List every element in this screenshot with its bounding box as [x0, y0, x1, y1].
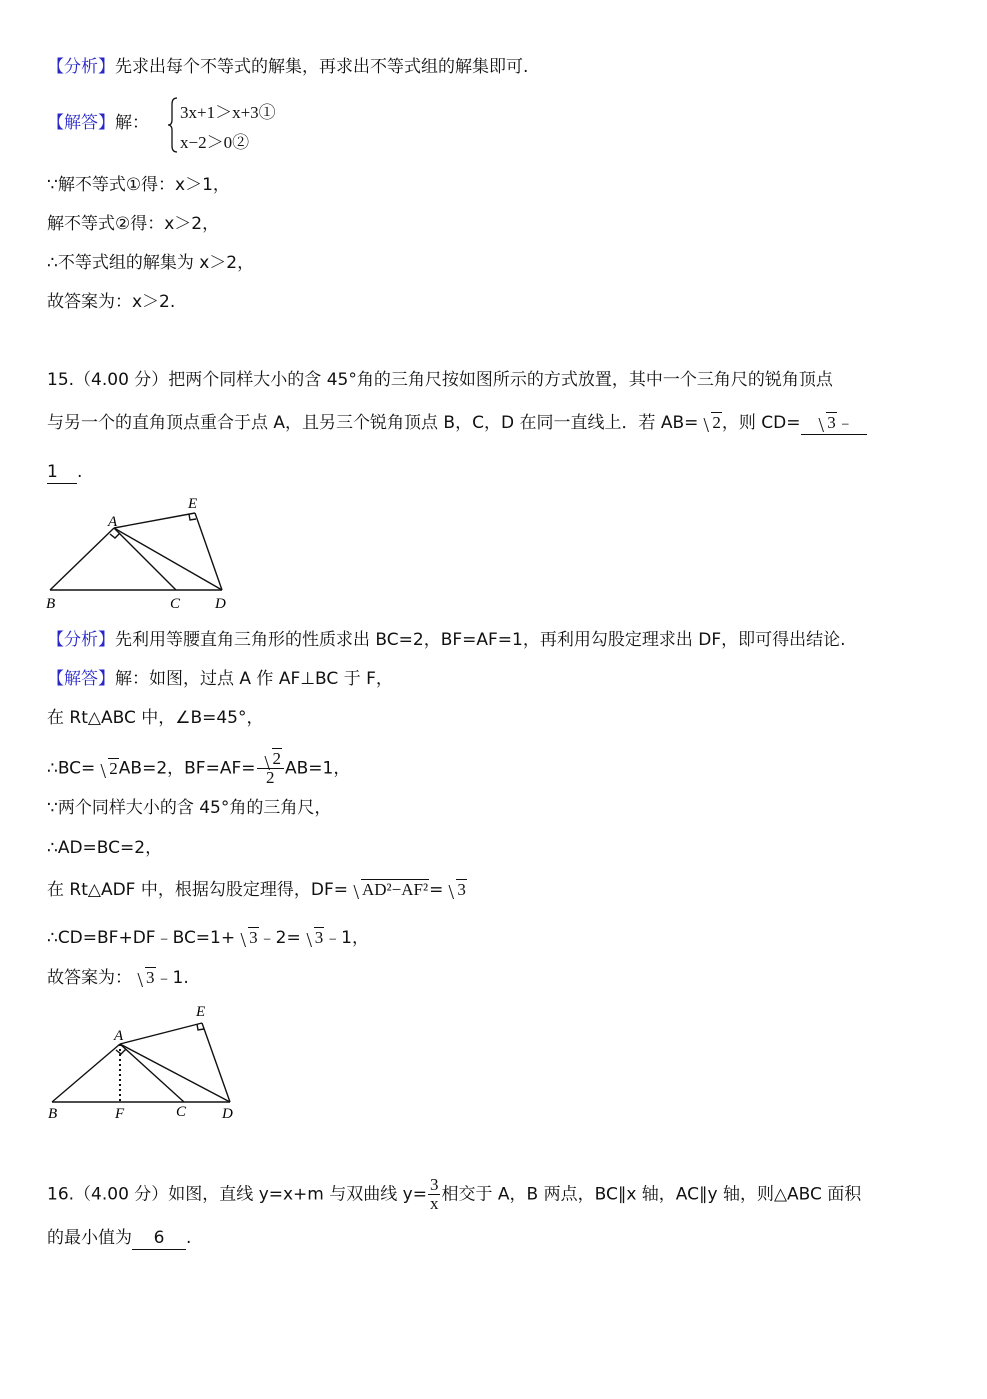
- q14-step-3: ∴不等式组的解集为 x＞2，: [47, 253, 255, 273]
- fraction-sqrt2-over-2: $\frac{2}{2}$: [257, 750, 285, 787]
- q15-sol-1: 【解答】解：如图，过点 A 作 AF⊥BC 于 F，: [47, 669, 393, 689]
- q15-stem-line2: 与另一个的直角顶点重合于点 A，且另三个锐角顶点 B，C，D 在同一直线上．若 AB= 2，则 CD= 3﹣: [47, 412, 867, 435]
- q15-figure-1: [40, 488, 240, 616]
- q15-sol-6: 在 Rt△ADF 中，根据勾股定理得，DF= AD²−AF²= 3: [47, 880, 466, 900]
- q15-sol-7: ∴CD=BF+DF﹣BC=1+ 3﹣2= 3﹣1，: [47, 928, 370, 948]
- q15-sol-5: ∴AD=BC=2，: [47, 838, 163, 858]
- equation-2: x−2＞0②: [180, 133, 250, 152]
- fraction-3-over-x: $\frac{3}{x}$: [429, 1175, 439, 1213]
- q15-analysis: 【分析】先利用等腰直角三角形的性质求出 BC=2，BF=AF=1，再利用勾股定理求出 DF，即可得出结论.: [47, 630, 846, 650]
- label-C: C: [170, 596, 181, 612]
- q15-sol-2: 在 Rt△ABC 中，∠B=45°，: [47, 708, 264, 728]
- analysis-tag: 【分析】: [47, 57, 115, 77]
- label-A: A: [114, 1028, 124, 1044]
- label-D: D: [222, 1106, 233, 1122]
- q14-step-2: 解不等式②得：x＞2，: [47, 214, 220, 234]
- label-E: E: [196, 1004, 206, 1020]
- q15-figure-2: [40, 998, 240, 1126]
- solution-tag: 【解答】: [47, 113, 115, 133]
- q14-answer: 故答案为：x＞2.: [47, 292, 176, 312]
- q15-sol-3: ∴BC= 2AB=2，BF=AF= $\frac{2}{2}$ AB=1，: [47, 749, 351, 787]
- q16-stem-line2: 的最小值为 6 .: [47, 1228, 192, 1248]
- q14-solution-header: 【解答】解：: [47, 113, 149, 133]
- label-D: D: [215, 596, 226, 612]
- equation-1: 3x+1＞x+3①: [180, 103, 276, 122]
- sqrt-2: 2: [700, 412, 722, 434]
- label-E: E: [188, 496, 198, 512]
- q15-sol-4: ∵两个同样大小的含 45°角的三角尺，: [47, 798, 332, 818]
- q15-answer-line3: 1 .: [47, 462, 83, 482]
- brace-icon: [168, 96, 178, 154]
- label-C: C: [176, 1104, 187, 1120]
- label-B: B: [48, 1106, 58, 1122]
- label-B: B: [46, 596, 56, 612]
- q14-system: [168, 96, 308, 154]
- q15-stem-line1: 15.（4.00 分）把两个同样大小的含 45°角的三角尺按如图所示的方式放置，其中一个三角尺的锐角顶点: [47, 370, 833, 390]
- q14-step-1: ∵解不等式①得：x＞1，: [47, 175, 230, 195]
- label-A: A: [108, 514, 118, 530]
- q15-sol-8: 故答案为： 3﹣1.: [47, 968, 189, 988]
- q16-stem-line1: 16.（4.00 分）如图，直线 y=x+m 与双曲线 y= $\frac{3}{x}$ 相交于 A，B 两点，BC∥x 轴，AC∥y 轴，则△ABC 面积: [47, 1175, 862, 1213]
- q16-answer-blank: 6: [132, 1227, 186, 1250]
- label-F: F: [115, 1106, 125, 1122]
- q15-answer-blank: 3﹣: [801, 412, 867, 435]
- q14-analysis: 【分析】先求出每个不等式的解集，再求出不等式组的解集即可.: [47, 57, 529, 77]
